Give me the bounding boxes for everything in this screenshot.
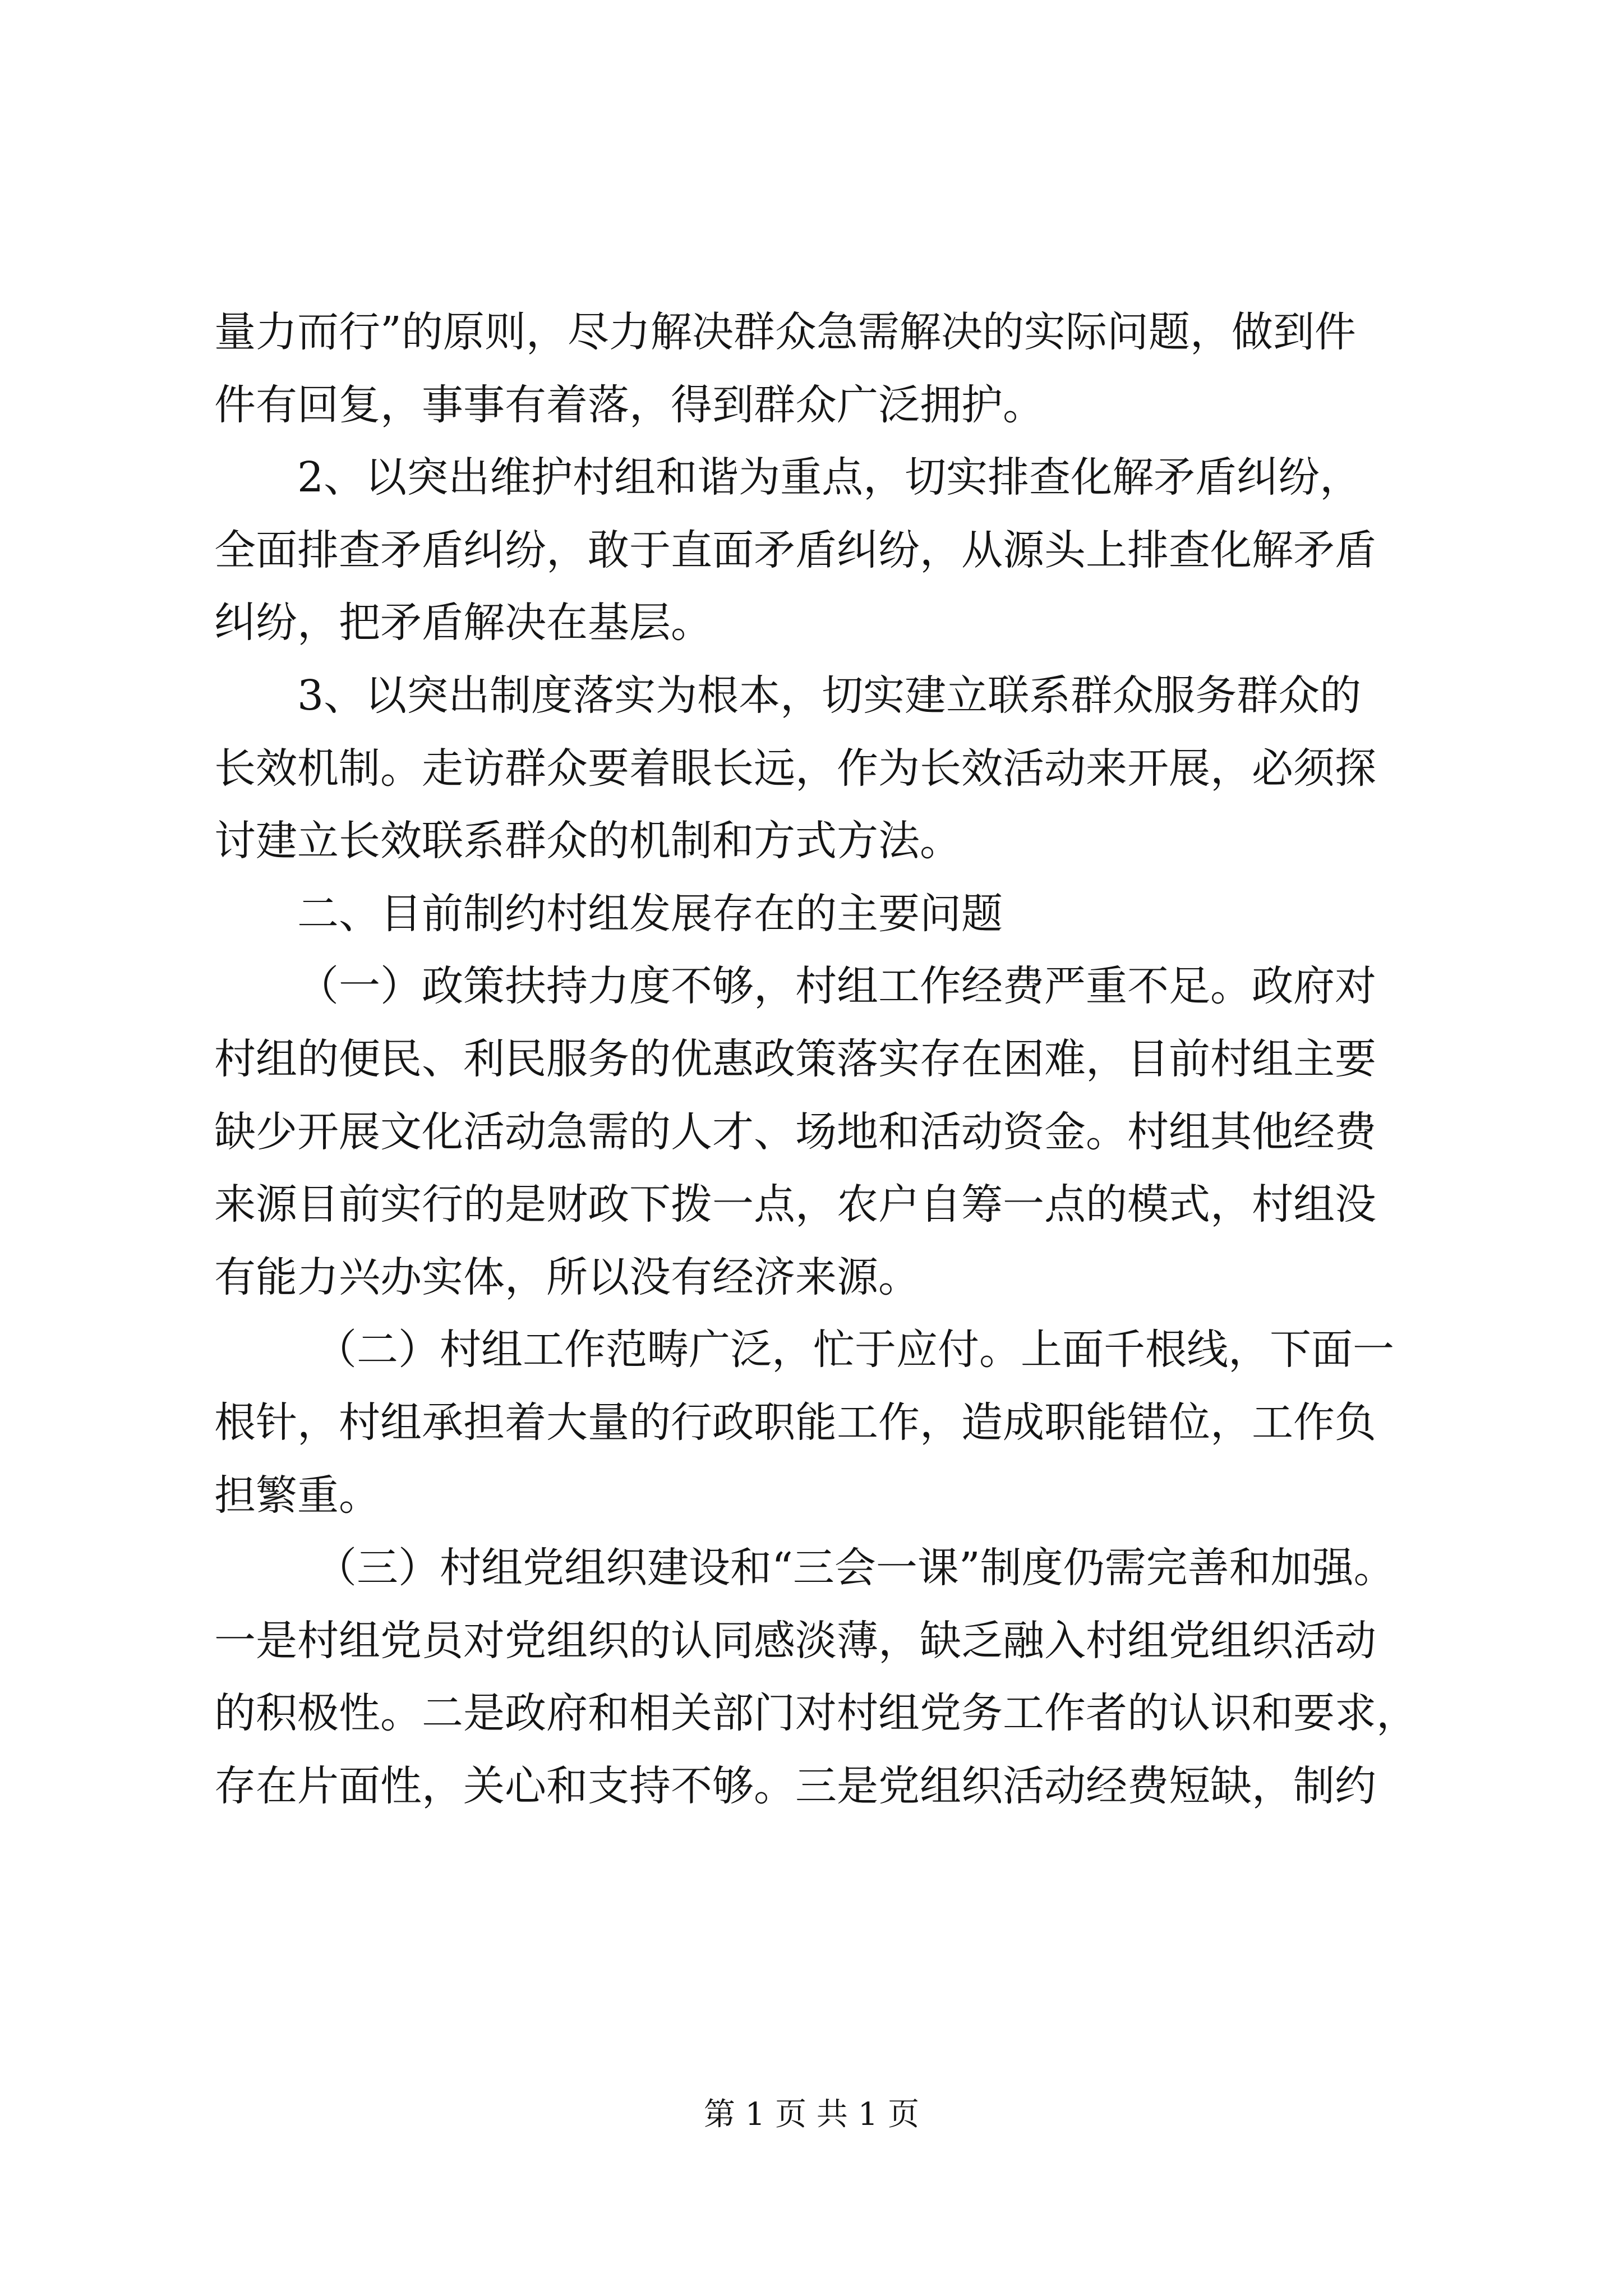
text-line: 2、以突出维护村组和谐为重点，切实排查化解矛盾纠纷，	[297, 453, 1362, 502]
text-line: 3、以突出制度落实为根本，切实建立联系群众服务群众的	[297, 671, 1362, 720]
text-line: （一）政策扶持力度不够，村组工作经费严重不足。政府对	[297, 962, 1376, 1011]
section-heading: 二、目前制约村组发展存在的主要问题	[297, 889, 1003, 938]
text-line: 一是村组党员对党组织的认同感淡薄，缺乏融入村组党组织活动	[214, 1616, 1376, 1665]
text-line: 担繁重。	[214, 1471, 380, 1520]
text-line: 纠纷，把矛盾解决在基层。	[214, 599, 712, 647]
document-body	[214, 296, 1426, 1823]
text-line: 根针，村组承担着大量的行政职能工作，造成职能错位，工作负	[214, 1398, 1376, 1447]
text-line: 全面排查矛盾纠纷，敢于直面矛盾纠纷，从源头上排查化解矛盾	[214, 526, 1376, 574]
text-line: 长效机制。走访群众要着眼长远，作为长效活动来开展，必须探	[214, 744, 1376, 793]
text-line: （三）村组党组织建设和“三会一课”制度仍需完善和加强。	[315, 1544, 1395, 1593]
text-line: 缺少开展文化活动急需的人才、场地和活动资金。村组其他经费	[214, 1107, 1376, 1156]
text-line: 的积极性。二是政府和相关部门对村组党务工作者的认识和要求，	[214, 1689, 1418, 1738]
text-line: 存在片面性，关心和支持不够。三是党组织活动经费短缺，制约	[214, 1761, 1376, 1810]
text-line: 讨建立长效联系群众的机制和方式方法。	[214, 817, 961, 866]
page-number-footer: 第 1 页 共 1 页	[703, 2096, 920, 2133]
text-line: 件有回复，事事有着落，得到群众广泛拥护。	[214, 380, 1044, 429]
text-line: 来源目前实行的是财政下拨一点，农户自筹一点的模式，村组没	[214, 1180, 1376, 1229]
text-line: 有能力兴办实体，所以没有经济来源。	[214, 1253, 920, 1301]
text-line: 量力而行”的原则，尽力解决群众急需解决的实际问题，做到件	[214, 308, 1356, 356]
text-line: 村组的便民、利民服务的优惠政策落实存在困难，目前村组主要	[214, 1034, 1376, 1083]
text-line: （二）村组工作范畴广泛，忙于应付。上面千根线，下面一	[315, 1326, 1394, 1374]
